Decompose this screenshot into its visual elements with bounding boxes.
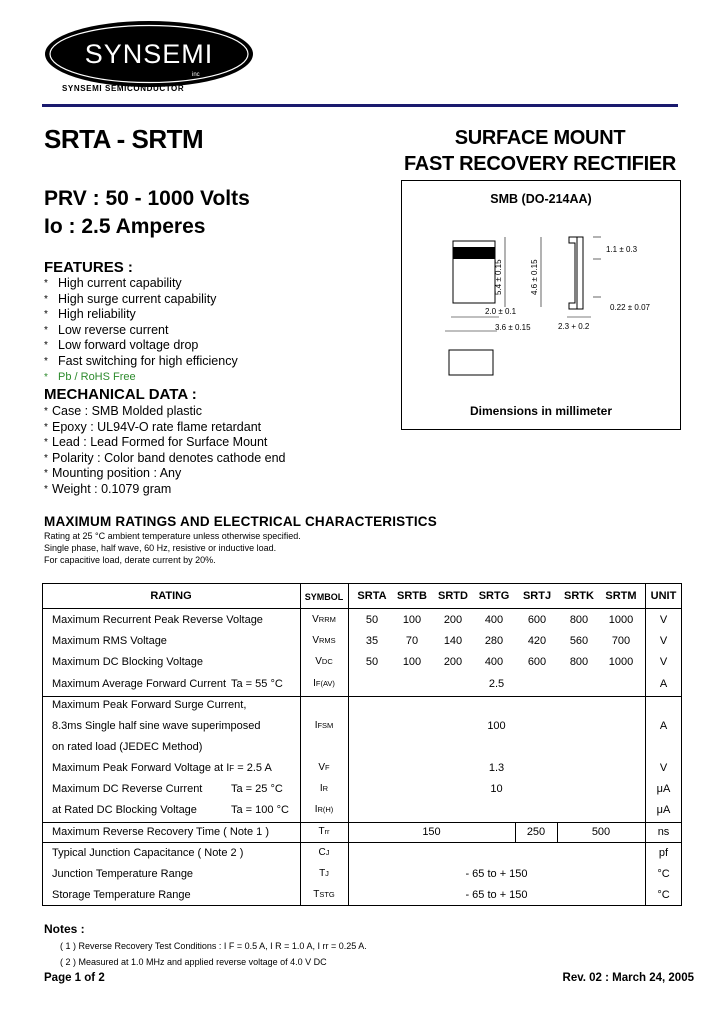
cell-value: 200 — [443, 656, 463, 668]
list-item: * Low forward voltage drop — [44, 338, 199, 353]
cell-value: 100 — [487, 720, 506, 732]
ratings-table — [42, 583, 682, 906]
list-item: * Case : SMB Molded plastic — [44, 404, 203, 418]
row-label: Storage Temperature Range — [52, 889, 191, 901]
rohs-item: * Pb / RoHS Free — [44, 370, 136, 383]
cell-value: - 65 to + 150 — [465, 889, 528, 901]
col-header-unit: UNIT — [650, 590, 677, 602]
cell-unit: °C — [657, 868, 670, 880]
col-header-part: SRTB — [397, 590, 427, 602]
list-item: * High current capability — [44, 276, 182, 290]
col-header-part: SRTK — [564, 590, 594, 602]
cell-value: 150 — [422, 826, 441, 838]
row-symbol: VDC — [315, 656, 333, 667]
ratings-heading: MAXIMUM RATINGS AND ELECTRICAL CHARACTERISTICS — [44, 514, 437, 529]
list-item: * Lead : Lead Formed for Surface Mount — [44, 435, 268, 450]
cell-value: 1000 — [608, 656, 634, 668]
cell-value: 1.3 — [488, 762, 505, 774]
cell-unit: V — [659, 635, 668, 647]
row-label: Maximum RMS Voltage — [52, 635, 167, 647]
row-condition: Ta = 100 °C — [231, 804, 289, 816]
cell-unit: pf — [658, 847, 669, 859]
row-label: on rated load (JEDEC Method) — [52, 741, 203, 753]
list-item: * Fast switching for high efficiency — [44, 353, 238, 368]
part-range-title: SRTA - SRTM — [44, 124, 204, 154]
cell-value: 70 — [405, 635, 419, 647]
list-item: * High reliability — [44, 307, 136, 322]
company-logo — [42, 18, 256, 90]
cell-value: 250 — [526, 826, 546, 838]
cell-value: 140 — [443, 635, 463, 647]
row-symbol: TSTG — [313, 889, 335, 900]
package-title: SMB (DO-214AA) — [490, 192, 592, 206]
list-item: * Weight : 0.1079 gram — [44, 481, 172, 496]
cell-unit: °C — [657, 889, 670, 901]
logo-brand-text: SYNSEMI — [84, 39, 214, 69]
features-heading: FEATURES : — [44, 259, 133, 276]
row-label: Maximum Peak Forward Surge Current, — [52, 699, 247, 711]
dim-body-height: 5.4 ± 0.15 — [494, 259, 503, 295]
logo-inc-text: inc — [192, 72, 200, 78]
rating-condition: Single phase, half wave, 60 Hz, resistive or inductive load. — [44, 543, 277, 553]
col-header-part: SRTA — [357, 590, 387, 602]
dim-lead-width: 2.0 ± 0.1 — [485, 307, 517, 316]
cell-value: 600 — [527, 614, 547, 626]
cell-value: 50 — [365, 656, 379, 668]
product-title-line1: SURFACE MOUNT — [454, 127, 626, 149]
row-condition: Ta = 25 °C — [231, 783, 283, 795]
row-symbol: VF — [318, 762, 330, 773]
row-symbol: IFSM — [314, 720, 334, 731]
notes-heading: Notes : — [44, 922, 85, 936]
cell-value: 280 — [484, 635, 504, 647]
dim-top-thickness: 1.1 ± 0.3 — [606, 245, 638, 254]
row-symbol: TJ — [319, 868, 329, 879]
note-item: ( 2 ) Measured at 1.0 MHz and applied reverse voltage of 4.0 V DC — [60, 957, 327, 967]
row-symbol: VRRM — [312, 614, 336, 625]
cell-value: 800 — [569, 656, 589, 668]
row-label: Typical Junction Capacitance ( Note 2 ) — [52, 847, 244, 859]
revision-date: Rev. 02 : March 24, 2005 — [562, 972, 694, 984]
dim-body-length: 3.6 ± 0.15 — [495, 323, 531, 332]
cell-value: 1000 — [608, 614, 634, 626]
cell-value: 10 — [490, 783, 503, 795]
dim-lead-height: 4.6 ± 0.15 — [530, 259, 539, 295]
package-drawing — [401, 205, 681, 395]
row-label: Maximum Average Forward Current — [52, 678, 227, 690]
list-item: * High surge current capability — [44, 291, 217, 306]
row-symbol: IR(H) — [314, 804, 334, 815]
cell-value: 50 — [365, 614, 379, 626]
row-symbol: IF(AV) — [313, 678, 335, 689]
row-symbol: CJ — [318, 847, 330, 858]
cell-unit: A — [659, 678, 668, 690]
cell-value: - 65 to + 150 — [465, 868, 528, 880]
cell-value: 400 — [484, 614, 504, 626]
col-header-part: SRTD — [438, 590, 468, 602]
cell-value: 700 — [611, 635, 631, 647]
header-rule — [42, 104, 678, 107]
row-symbol: IR — [319, 783, 329, 794]
cell-unit: μA — [656, 783, 671, 795]
cell-value: 100 — [402, 614, 422, 626]
dimensions-note: Dimensions in millimeter — [469, 404, 613, 418]
dim-overall-width: 2.3 + 0.2 — [558, 322, 590, 331]
list-item: * Mounting position : Any — [44, 466, 182, 481]
cathode-band — [453, 247, 495, 259]
cell-value: 200 — [443, 614, 463, 626]
cell-unit: V — [659, 656, 668, 668]
cell-unit: μA — [656, 804, 671, 816]
row-condition: Ta = 55 °C — [231, 678, 283, 690]
cell-unit: V — [659, 614, 668, 626]
row-label: Maximum DC Reverse Current — [52, 783, 203, 795]
list-item: * Epoxy : UL94V-O rate flame retardant — [44, 419, 262, 434]
cell-unit: V — [659, 762, 668, 774]
cell-value: 800 — [569, 614, 589, 626]
product-title-line2: FAST RECOVERY RECTIFIER — [403, 153, 677, 175]
row-label: 8.3ms Single half sine wave superimposed — [52, 720, 261, 732]
rating-condition: For capacitive load, derate current by 20%. — [44, 555, 216, 565]
row-label: Maximum Reverse Recovery Time ( Note 1 ) — [52, 826, 269, 838]
logo-tagline: SYNSEMI SEMICONDUCTOR — [62, 84, 185, 93]
mechanical-list — [44, 404, 286, 498]
col-header-symbol: SYMBOL — [304, 592, 344, 602]
row-symbol: Trr — [318, 826, 330, 837]
mechanical-heading: MECHANICAL DATA : — [44, 386, 197, 403]
rating-condition: Rating at 25 °C ambient temperature unless otherwise specified. — [44, 531, 301, 541]
cell-value: 100 — [402, 656, 422, 668]
list-item: * Low reverse current — [44, 322, 169, 337]
cell-value: 2.5 — [488, 678, 505, 690]
cell-value: 35 — [365, 635, 379, 647]
row-label: Maximum Peak Forward Voltage at IF = 2.5 A — [52, 762, 272, 774]
prv-spec: PRV : 50 - 1000 Volts — [44, 187, 250, 210]
dim-lead-thickness: 0.22 ± 0.07 — [610, 303, 650, 312]
cell-unit: ns — [657, 826, 670, 838]
row-label: Junction Temperature Range — [52, 868, 194, 880]
row-label: at Rated DC Blocking Voltage — [52, 804, 197, 816]
cell-value: 600 — [527, 656, 547, 668]
cell-unit: A — [659, 720, 668, 732]
row-label: Maximum Recurrent Peak Reverse Voltage — [52, 614, 263, 626]
io-spec: Io : 2.5 Amperes — [44, 215, 206, 238]
list-item: * Polarity : Color band denotes cathode end — [44, 450, 286, 465]
col-header-rating: RATING — [150, 590, 192, 602]
cell-value: 400 — [484, 656, 504, 668]
cell-value: 560 — [569, 635, 589, 647]
row-label: Maximum DC Blocking Voltage — [52, 656, 204, 668]
col-header-part: SRTM — [605, 590, 637, 602]
page-number: Page 1 of 2 — [44, 972, 105, 984]
features-list — [44, 276, 238, 385]
col-header-part: SRTG — [478, 590, 510, 602]
note-item: ( 1 ) Reverse Recovery Test Conditions : I F = 0.5 A, I R = 1.0 A, I rr = 0.25 A. — [60, 941, 367, 951]
col-header-part: SRTJ — [522, 590, 552, 602]
cell-value: 500 — [591, 826, 611, 838]
cell-value: 420 — [527, 635, 547, 647]
row-symbol: VRMS — [312, 635, 336, 646]
package-end-view — [449, 350, 493, 375]
